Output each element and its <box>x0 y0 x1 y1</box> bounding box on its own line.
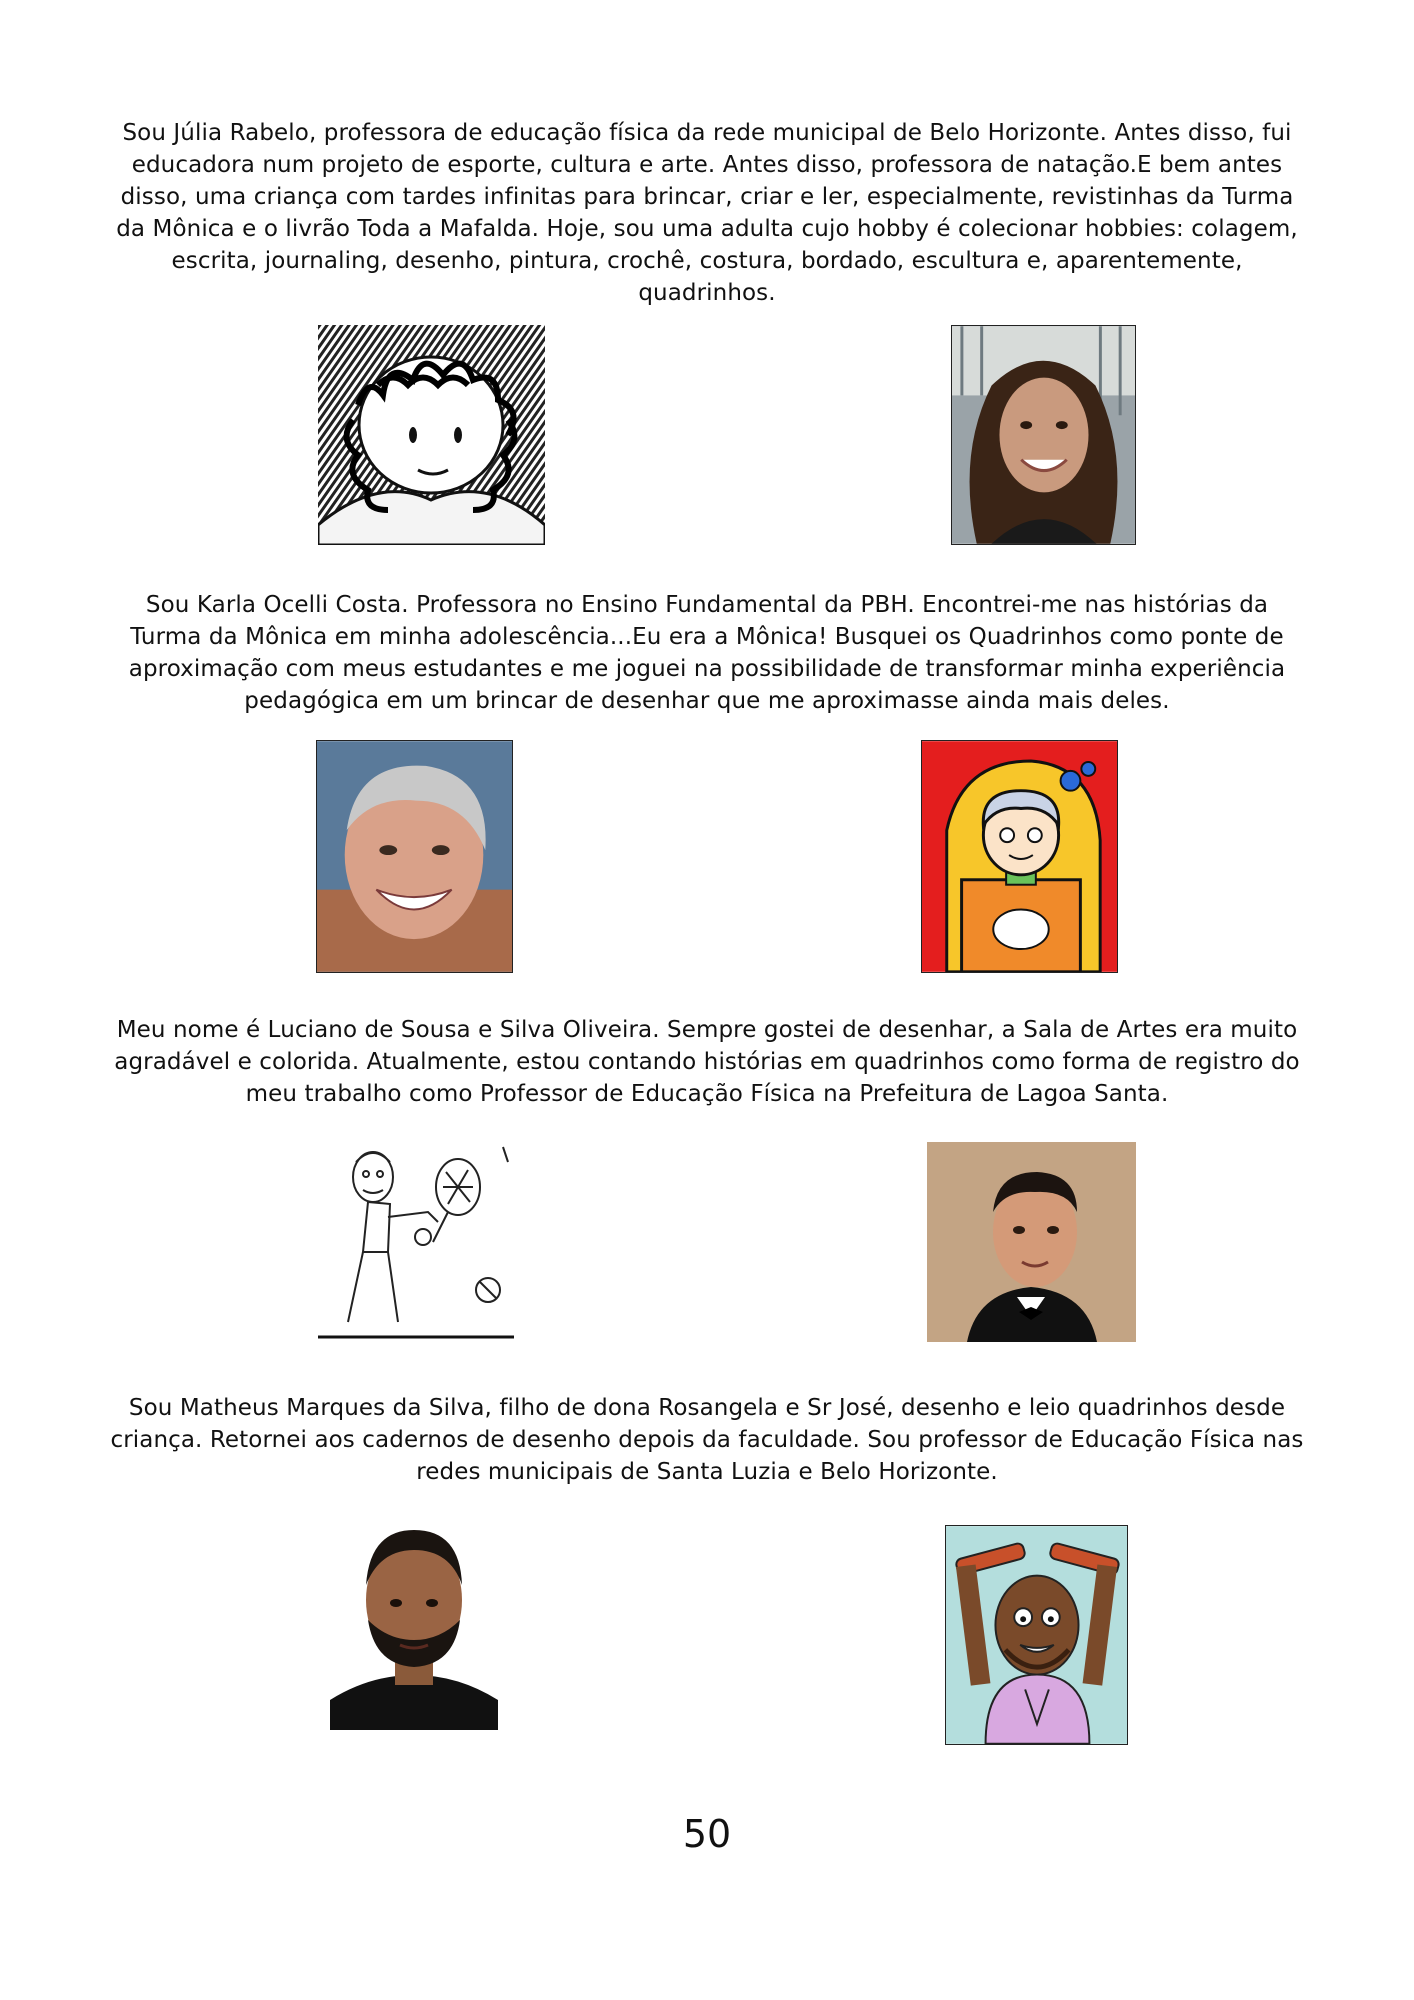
bio-luciano-oliveira: Meu nome é Luciano de Sousa e Silva Oliveira. Sempre gostei de desenhar, a Sala de Artes era muito agradável e colorida. Atualmente, estou contando histórias em quadrinhos como forma de registro do meu trabalho como Professor de Educação Física na Prefeitura de Lagoa Santa. <box>114 1017 1300 1107</box>
luciano-cartoon-portrait <box>318 1142 514 1342</box>
matheus-cartoon-drawing <box>946 1526 1127 1744</box>
karla-photo <box>316 740 513 973</box>
luciano-cartoon-drawing <box>318 1142 514 1342</box>
matheus-photo <box>330 1525 498 1730</box>
matheus-photo-image <box>330 1525 498 1730</box>
bio-karla-ocelli-costa: Sou Karla Ocelli Costa. Professora no Ensino Fundamental da PBH. Encontrei-me nas histórias da Turma da Mônica em minha adolescência...Eu era a Mônica! Busquei os Quadrinhos como ponte de aproximação com meus estudantes e me joguei na possibilidade de transformar minha experiência pedagógica em um brincar de desenhar que me aproximasse ainda mais deles. <box>128 592 1286 714</box>
karla-cartoon-drawing <box>922 741 1117 972</box>
karla-photo-image <box>317 741 512 972</box>
julia-photo <box>951 325 1136 545</box>
bio-julia-rabelo: Sou Júlia Rabelo, professora de educação física da rede municipal de Belo Horizonte. Antes disso, fui educadora num projeto de esporte, cultura e arte. Antes disso, professora de natação.E bem antes disso, uma criança com tardes infinitas para brincar, criar e ler, especialmente, revistinhas da Turma da Mônica e o livrão Toda a Mafalda. Hoje, sou uma adulta cujo hobby é colecionar hobbies: colagem, escrita, journaling, desenho, pintura, crochê, costura, bordado, escultura e, aparentemente, quadrinhos. <box>116 120 1298 306</box>
matheus-cartoon-portrait <box>945 1525 1128 1745</box>
julia-photo-image <box>952 326 1135 544</box>
julia-cartoon-portrait <box>318 325 545 545</box>
julia-cartoon-drawing <box>318 325 545 545</box>
luciano-photo-image <box>927 1142 1136 1342</box>
bio-matheus-marques-da-silva: Sou Matheus Marques da Silva, filho de dona Rosangela e Sr José, desenho e leio quadrinhos desde criança. Retornei aos cadernos de desenho depois da faculdade. Sou professor de Educação Física nas redes municipais de Santa Luzia e Belo Horizonte. <box>110 1395 1304 1485</box>
page-number: 50 <box>682 1812 732 1856</box>
karla-cartoon-portrait <box>921 740 1118 973</box>
luciano-photo <box>927 1142 1136 1342</box>
